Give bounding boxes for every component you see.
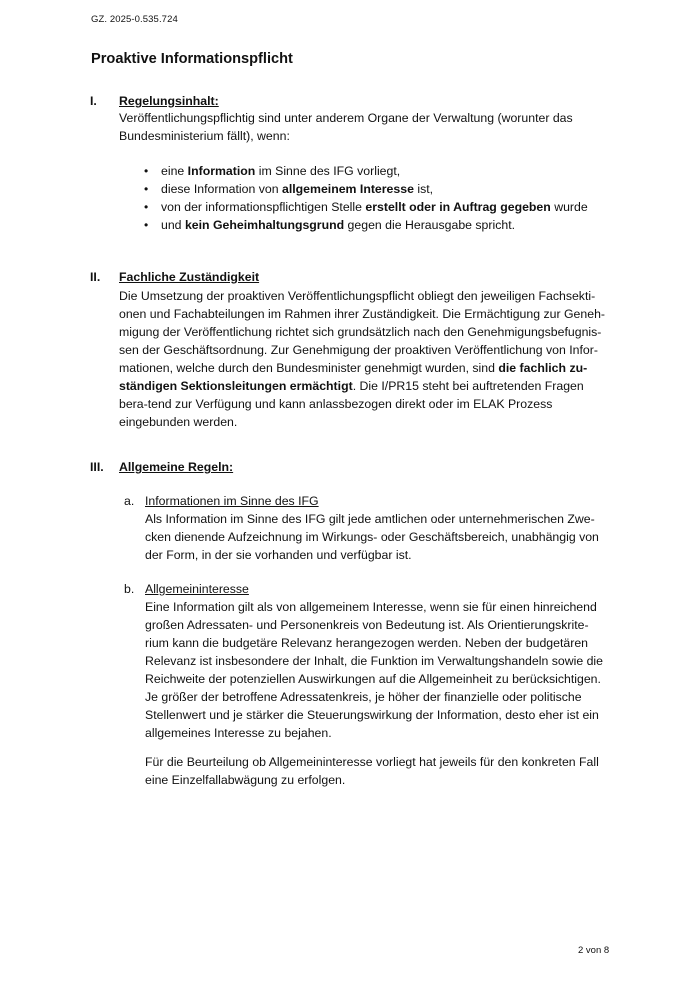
subsection-a-letter: a. (124, 494, 135, 508)
page-title: Proaktive Informationspflicht (91, 51, 293, 67)
section-2-heading: Fachliche Zuständigkeit (119, 270, 260, 284)
subsection-b-heading: Allgemeininteresse (145, 582, 249, 596)
subsection-b-letter: b. (124, 582, 135, 596)
section-1-bullet-list (140, 162, 588, 234)
document-reference: GZ. 2025-0.535.724 (91, 14, 178, 25)
section-2-number: II. (90, 270, 101, 284)
section-2-paragraph: Die Umsetzung der proaktiven Veröffentlichungspflicht obliegt den jeweiligen Fachsekti-onen und Fachabteilungen im Rahmen ihrer Zuständigkeit. Die Ermächtigung zur Geneh-migung der Veröffentlichung richtet sich grundsätzlich nach den Genehmigungsbefugnis-sen der Geschäftsordnung. Zur Genehmigung der proaktiven Veröffentlichung von Infor-mationen, welche durch den Bundesminister genehmigt wurden, sind die fachlich zu-ständigen Sektionsleitungen ermächtigt. Die I/PR15 steht bei auftretenden Fragen bera-tend zur Verfügung und kann anlassbezogen direkt oder im ELAK Prozess eingebunden werden. (119, 289, 605, 429)
page-number: 2 von 8 (578, 945, 610, 956)
subsection-b-paragraph-1: Eine Information gilt als von allgemeinem Interesse, wenn sie für einen hinreichend großen Adressaten- und Personenkreis von Bedeutung ist. Als Orientierungskrite-rium kann die budgetäre Relevanz herangezogen werden. Neben der budgetären Relevanz ist insbesondere der Inhalt, die Funktion im Verwaltungshandeln sowie die Reichweite der potenziellen Auswirkungen auf die Allgemeinheit zu berücksichtigen. Je größer der betroffene Adressatenkreis, je höher der finanzielle oder politische Stellenwert und je stärker die Steuerungswirkung der Information, desto eher ist ein allgemeines Interesse zu bejahen. (145, 600, 603, 740)
list-item: • und kein Geheimhaltungsgrund gegen die Herausgabe spricht. (140, 216, 588, 234)
section-1-heading: Regelungsinhalt: (119, 94, 219, 108)
section-3-heading: Allgemeine Regeln: (119, 460, 234, 474)
section-3-number: III. (90, 460, 104, 474)
subsection-a-heading: Informationen im Sinne des IFG (145, 494, 319, 508)
subsection-b-paragraph-2: Für die Beurteilung ob Allgemeininteresse vorliegt hat jeweils für den konkreten Fall eine Einzelfallabwägung zu erfolgen. (145, 755, 599, 787)
list-item: • eine Information im Sinne des IFG vorliegt, (140, 162, 588, 180)
section-1-number: I. (90, 94, 97, 108)
list-item: • von der informationspflichtigen Stelle erstellt oder in Auftrag gegeben wurde (140, 198, 588, 216)
section-1-intro: Veröffentlichungspflichtig sind unter anderem Organe der Verwaltung (worunter das Bundesministerium fällt), wenn: (119, 111, 573, 143)
subsection-a-paragraph: Als Information im Sinne des IFG gilt jede amtlichen oder unternehmerischen Zwe-cken dienende Aufzeichnung im Wirkungs- oder Geschäftsbereich, unabhängig von der Form, in der sie vorhanden und verfügbar ist. (145, 512, 599, 562)
list-item: • diese Information von allgemeinem Interesse ist, (140, 180, 588, 198)
